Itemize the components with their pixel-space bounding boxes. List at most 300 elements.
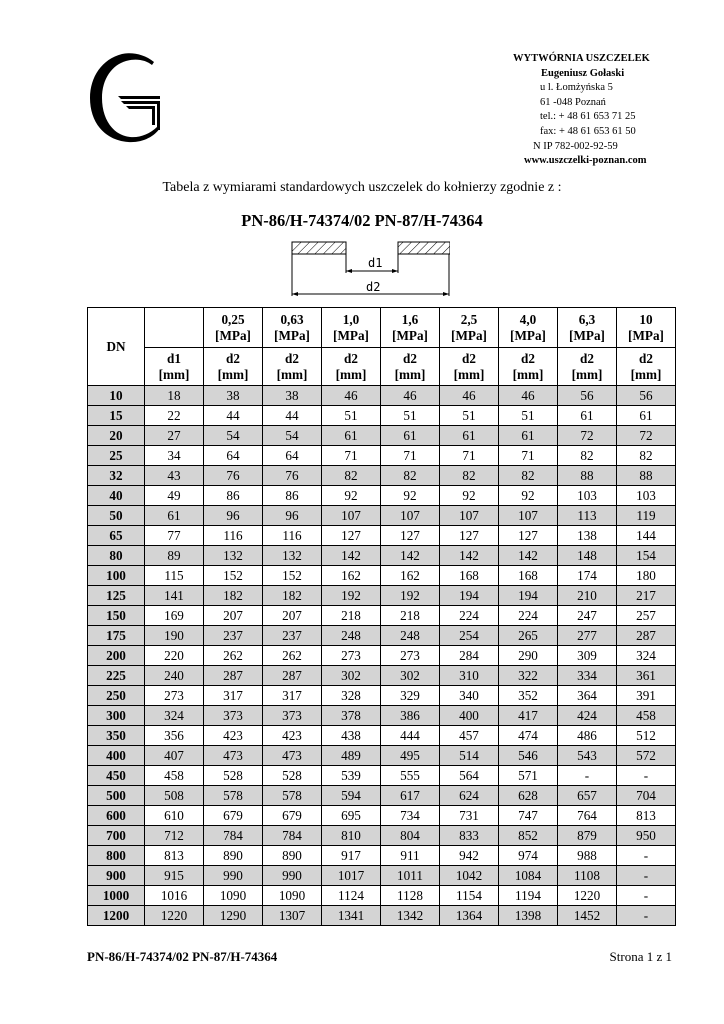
table-cell: 1398 [499,906,558,926]
pressure-value: 2,5 [460,311,478,327]
company-tel: tel.: + 48 61 653 71 25 [540,111,636,123]
table-cell: 543 [558,746,617,766]
column-name: d2 [580,350,594,366]
table-cell: 82 [322,466,381,486]
table-cell: 890 [263,846,322,866]
table-cell: 262 [204,646,263,666]
column-header-4 [381,348,440,386]
table-row [88,426,676,446]
dn-cell: 400 [88,746,145,766]
table-cell: 424 [558,706,617,726]
table-cell: 115 [145,566,204,586]
table-cell: 1452 [558,906,617,926]
table-cell: 96 [204,506,263,526]
table-row [88,826,676,846]
table-row [88,486,676,506]
table-cell: 287 [204,666,263,686]
table-cell: 473 [204,746,263,766]
table-cell: 86 [204,486,263,506]
table-cell: 571 [499,766,558,786]
table-cell: 142 [440,546,499,566]
table-cell: 51 [440,406,499,426]
table-cell: 310 [440,666,499,686]
table-row [88,746,676,766]
pressure-value: 1,0 [342,311,360,327]
table-cell: 224 [440,606,499,626]
table-cell: 911 [381,846,440,866]
table-cell: 34 [145,446,204,466]
table-cell: 82 [617,446,676,466]
table-cell: 113 [558,506,617,526]
table-cell: 458 [145,766,204,786]
table-cell: 61 [558,406,617,426]
pressure-unit: [MPa] [628,327,664,343]
table-cell: 317 [204,686,263,706]
table-cell: 322 [499,666,558,686]
table-cell: 44 [204,406,263,426]
table-cell: 162 [381,566,440,586]
pressure-header-5 [499,308,558,348]
table-row [88,686,676,706]
table-cell: 218 [322,606,381,626]
table-row [88,846,676,866]
table-cell: 747 [499,806,558,826]
pressure-header-3 [381,308,440,348]
table-cell: 46 [322,386,381,406]
table-row [88,906,676,926]
table-cell: 86 [263,486,322,506]
table-cell: 46 [381,386,440,406]
table-cell: 974 [499,846,558,866]
pressure-value: 6,3 [578,311,596,327]
table-cell: 1290 [204,906,263,926]
table-cell: 458 [617,706,676,726]
pressure-unit: [MPa] [274,327,310,343]
dn-cell: 32 [88,466,145,486]
company-website: www.uszczelki-poznan.com [524,155,647,167]
table-cell: 1154 [440,886,499,906]
dn-cell: 700 [88,826,145,846]
gasket-dimension-table [87,307,676,926]
table-cell: 224 [499,606,558,626]
table-cell: 474 [499,726,558,746]
table-cell: 1220 [145,906,204,926]
table-cell: 194 [440,586,499,606]
table-cell: 407 [145,746,204,766]
table-cell: 1194 [499,886,558,906]
pressure-value: 0,25 [221,311,245,327]
column-unit: [mm] [512,366,544,382]
dn-cell: 450 [88,766,145,786]
table-cell: 141 [145,586,204,606]
table-cell: 88 [558,466,617,486]
table-cell: 731 [440,806,499,826]
dn-cell: 10 [88,386,145,406]
dn-cell: 500 [88,786,145,806]
column-name: d2 [403,350,417,366]
table-cell: 810 [322,826,381,846]
pressure-unit: [MPa] [510,327,546,343]
table-cell: 54 [263,426,322,446]
table-cell: 679 [263,806,322,826]
table-cell: 168 [499,566,558,586]
table-cell: 92 [381,486,440,506]
table-cell: 103 [617,486,676,506]
table-cell: 356 [145,726,204,746]
table-cell: 72 [558,426,617,446]
table-cell: 284 [440,646,499,666]
table-cell: 56 [558,386,617,406]
dn-cell: 900 [88,866,145,886]
diagram-label-d1: d1 [368,256,383,270]
company-info [480,52,680,169]
pressure-header-1 [263,308,322,348]
table-cell: 119 [617,506,676,526]
company-logo-icon [88,52,162,144]
dn-cell: 150 [88,606,145,626]
table-row [88,466,676,486]
table-cell: 92 [322,486,381,506]
dn-cell: 40 [88,486,145,506]
table-cell: 207 [263,606,322,626]
table-cell: 257 [617,606,676,626]
column-header-3 [322,348,381,386]
table-cell: 18 [145,386,204,406]
table-cell: 46 [440,386,499,406]
table-cell: 400 [440,706,499,726]
pressure-header-6 [558,308,617,348]
table-cell: 64 [263,446,322,466]
table-cell: 71 [381,446,440,466]
table-cell: 1090 [263,886,322,906]
table-cell: 92 [440,486,499,506]
table-row [88,706,676,726]
table-cell: 329 [381,686,440,706]
table-cell: 879 [558,826,617,846]
table-cell: 988 [558,846,617,866]
column-name: d1 [167,350,181,366]
dn-cell: 125 [88,586,145,606]
table-row [88,626,676,646]
table-cell: 194 [499,586,558,606]
table-cell: 1108 [558,866,617,886]
table-row [88,886,676,906]
pressure-unit: [MPa] [333,327,369,343]
table-cell: 107 [381,506,440,526]
table-cell: 76 [263,466,322,486]
table-cell: 784 [204,826,263,846]
pressure-value: 0,63 [280,311,304,327]
table-cell: 148 [558,546,617,566]
column-unit: [mm] [276,366,308,382]
table-cell: 76 [204,466,263,486]
dn-cell: 1000 [88,886,145,906]
pressure-header-0 [204,308,263,348]
header-row-pressure [88,308,676,348]
table-cell: 43 [145,466,204,486]
column-header-6 [499,348,558,386]
table-cell: 514 [440,746,499,766]
table-cell: 61 [381,426,440,446]
table-cell: 190 [145,626,204,646]
table-row [88,786,676,806]
table-cell: 340 [440,686,499,706]
table-cell: 990 [263,866,322,886]
table-row [88,866,676,886]
table-cell: 1011 [381,866,440,886]
table-cell: 192 [322,586,381,606]
table-cell: 1341 [322,906,381,926]
table-cell: 804 [381,826,440,846]
table-cell: 1364 [440,906,499,926]
pressure-value: 1,6 [401,311,419,327]
table-cell: 495 [381,746,440,766]
table-cell: 695 [322,806,381,826]
pressure-unit: [MPa] [392,327,428,343]
table-cell: 784 [263,826,322,846]
table-cell: 22 [145,406,204,426]
table-cell: 950 [617,826,676,846]
table-cell: 915 [145,866,204,886]
dn-cell: 25 [88,446,145,466]
table-cell: 990 [204,866,263,886]
table-cell: 61 [322,426,381,446]
table-cell: 628 [499,786,558,806]
column-unit: [mm] [335,366,367,382]
pressure-header-7 [617,308,676,348]
table-cell: 438 [322,726,381,746]
column-name: d2 [285,350,299,366]
table-cell: 528 [263,766,322,786]
column-name: d2 [521,350,535,366]
column-name: d2 [226,350,240,366]
gasket-section-left [292,242,346,254]
column-name: d2 [462,350,476,366]
table-cell: 82 [558,446,617,466]
table-cell: 287 [617,626,676,646]
table-row [88,606,676,626]
table-cell: 617 [381,786,440,806]
footer-page-number: Strona 1 z 1 [609,949,672,964]
column-unit: [mm] [453,366,485,382]
table-cell: 210 [558,586,617,606]
dn-cell: 20 [88,426,145,446]
table-cell: 152 [263,566,322,586]
table-cell: 508 [145,786,204,806]
table-cell: 51 [381,406,440,426]
dn-cell: 200 [88,646,145,666]
table-cell: 38 [263,386,322,406]
table-cell: 364 [558,686,617,706]
table-cell: 1016 [145,886,204,906]
table-cell: - [617,886,676,906]
dn-cell: 50 [88,506,145,526]
table-cell: - [617,766,676,786]
table-row [88,526,676,546]
table-cell: 273 [145,686,204,706]
table-cell: 182 [204,586,263,606]
column-unit: [mm] [394,366,426,382]
empty-header-cell [145,308,204,348]
table-cell: 546 [499,746,558,766]
table-cell: 127 [322,526,381,546]
table-cell: 217 [617,586,676,606]
table-row [88,406,676,426]
table-cell: 328 [322,686,381,706]
table-cell: 813 [145,846,204,866]
table-cell: 51 [322,406,381,426]
column-name: d2 [639,350,653,366]
dn-cell: 600 [88,806,145,826]
table-cell: 302 [381,666,440,686]
table-cell: 220 [145,646,204,666]
table-cell: 578 [263,786,322,806]
table-cell: 309 [558,646,617,666]
column-header-7 [558,348,617,386]
table-cell: 82 [381,466,440,486]
company-nip: N IP 782-002-92-59 [533,140,618,152]
table-cell: 61 [617,406,676,426]
standards-title: PN-86/H-74374/02 PN-87/H-74364 [241,211,483,230]
column-header-8 [617,348,676,386]
table-row [88,646,676,666]
table-cell: 54 [204,426,263,446]
table-cell: 273 [381,646,440,666]
table-row [88,666,676,686]
table-row [88,586,676,606]
table-cell: 610 [145,806,204,826]
table-cell: 679 [204,806,263,826]
table-cell: 1090 [204,886,263,906]
table-cell: 56 [617,386,676,406]
table-cell: 64 [204,446,263,466]
company-city: 61 -048 Poznań [540,96,606,108]
company-owner: Eugeniusz Gołaski [541,67,625,79]
table-cell: 132 [263,546,322,566]
table-cell: 138 [558,526,617,546]
table-row [88,726,676,746]
table-cell: 386 [381,706,440,726]
column-unit: [mm] [571,366,603,382]
table-cell: 1084 [499,866,558,886]
table-cell: 423 [263,726,322,746]
table-cell: 273 [322,646,381,666]
table-cell: 103 [558,486,617,506]
table-cell: 657 [558,786,617,806]
column-unit: [mm] [630,366,662,382]
table-cell: 852 [499,826,558,846]
pressure-value: 4,0 [519,311,537,327]
table-cell: 248 [322,626,381,646]
pressure-unit: [MPa] [569,327,605,343]
table-cell: 555 [381,766,440,786]
table-cell: 240 [145,666,204,686]
table-cell: 277 [558,626,617,646]
table-cell: 71 [440,446,499,466]
table-cell: 38 [204,386,263,406]
column-header-5 [440,348,499,386]
table-cell: 444 [381,726,440,746]
table-cell: 265 [499,626,558,646]
company-name: WYTWÓRNIA USZCZELEK [513,53,650,64]
dn-cell: 1200 [88,906,145,926]
table-cell: 712 [145,826,204,846]
table-cell: 51 [499,406,558,426]
table-cell: 248 [381,626,440,646]
gasket-diagram [288,238,450,300]
table-cell: 89 [145,546,204,566]
table-cell: 813 [617,806,676,826]
table-cell: 361 [617,666,676,686]
table-cell: 287 [263,666,322,686]
table-cell: 180 [617,566,676,586]
table-cell: 512 [617,726,676,746]
table-cell: 82 [499,466,558,486]
table-cell: 539 [322,766,381,786]
table-cell: 352 [499,686,558,706]
table-cell: 116 [204,526,263,546]
table-cell: 457 [440,726,499,746]
table-cell: 82 [440,466,499,486]
table-row [88,546,676,566]
table-cell: 61 [499,426,558,446]
dn-cell: 65 [88,526,145,546]
dn-cell: 350 [88,726,145,746]
table-cell: 192 [381,586,440,606]
table-cell: 152 [204,566,263,586]
table-cell: - [558,766,617,786]
table-row [88,386,676,406]
footer-standards: PN-86/H-74374/02 PN-87/H-74364 [87,949,278,964]
table-cell: 324 [145,706,204,726]
table-cell: 142 [322,546,381,566]
table-cell: 182 [263,586,322,606]
table-cell: 162 [322,566,381,586]
table-cell: - [617,906,676,926]
table-cell: 764 [558,806,617,826]
table-cell: 942 [440,846,499,866]
table-cell: 423 [204,726,263,746]
table-cell: 168 [440,566,499,586]
table-cell: 833 [440,826,499,846]
table-cell: 262 [263,646,322,666]
table-cell: 88 [617,466,676,486]
table-cell: 334 [558,666,617,686]
table-cell: 572 [617,746,676,766]
table-cell: 46 [499,386,558,406]
dn-header: DN [88,308,145,386]
table-cell: 247 [558,606,617,626]
table-cell: - [617,866,676,886]
dn-cell: 15 [88,406,145,426]
table-cell: 107 [322,506,381,526]
table-cell: 154 [617,546,676,566]
column-unit: [mm] [217,366,249,382]
table-row [88,506,676,526]
table-cell: 92 [499,486,558,506]
gasket-section-right [398,242,450,254]
table-cell: 237 [263,626,322,646]
table-cell: 144 [617,526,676,546]
table-cell: 218 [381,606,440,626]
table-row [88,446,676,466]
table-cell: 317 [263,686,322,706]
table-cell: 1220 [558,886,617,906]
dn-cell: 800 [88,846,145,866]
table-cell: 1017 [322,866,381,886]
company-street: u l. Łomżyńska 5 [540,82,613,94]
table-cell: 594 [322,786,381,806]
